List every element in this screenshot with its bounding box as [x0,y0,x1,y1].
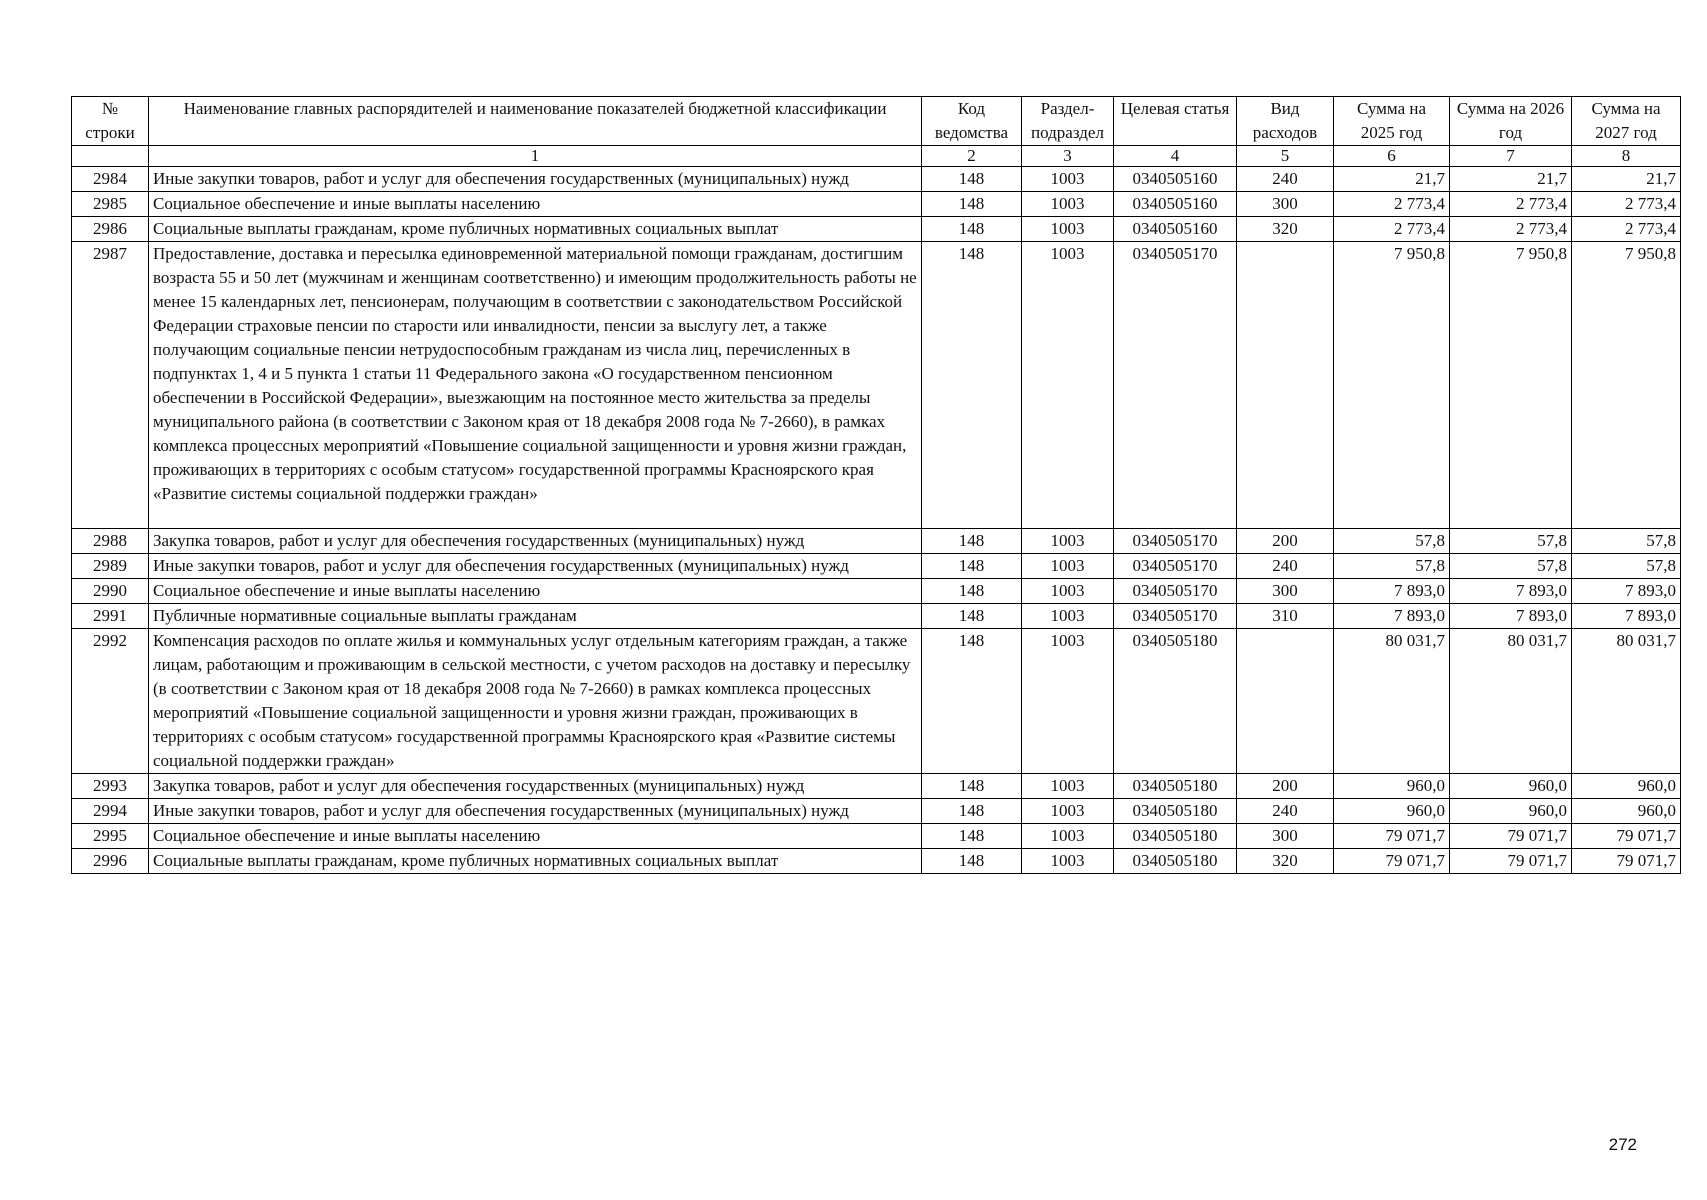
table-row [72,579,1681,604]
row-sum-2027: 960,0 [1572,774,1681,799]
row-expense-type: 320 [1237,849,1334,874]
row-department-code: 148 [922,217,1022,242]
row-sum-2025: 2 773,4 [1334,192,1450,217]
row-expense-type: 200 [1237,774,1334,799]
row-section: 1003 [1022,192,1114,217]
row-target-article: 0340505180 [1114,629,1237,774]
header-row [72,97,1681,146]
row-sum-2027: 960,0 [1572,799,1681,824]
row-expense-type: 310 [1237,604,1334,629]
row-sum-2027: 7 893,0 [1572,579,1681,604]
row-target-article: 0340505170 [1114,579,1237,604]
row-sum-2025: 79 071,7 [1334,824,1450,849]
row-target-article: 0340505180 [1114,849,1237,874]
column-index: 2 [922,146,1022,167]
row-target-article: 0340505180 [1114,774,1237,799]
row-sum-2026: 7 893,0 [1450,579,1572,604]
row-expense-type [1237,629,1334,774]
row-sum-2025: 80 031,7 [1334,629,1450,774]
row-sum-2026: 2 773,4 [1450,192,1572,217]
row-target-article: 0340505180 [1114,799,1237,824]
header-target-article: Целевая статья [1114,97,1237,146]
row-sum-2026: 57,8 [1450,529,1572,554]
row-sum-2026: 79 071,7 [1450,824,1572,849]
row-number: 2991 [72,604,149,629]
row-sum-2026: 7 950,8 [1450,242,1572,529]
table-row [72,629,1681,774]
row-sum-2025: 960,0 [1334,799,1450,824]
table-row [72,849,1681,874]
row-target-article: 0340505170 [1114,554,1237,579]
row-section: 1003 [1022,849,1114,874]
budget-table [71,96,1681,874]
row-expense-type: 300 [1237,192,1334,217]
row-section: 1003 [1022,217,1114,242]
row-department-code: 148 [922,629,1022,774]
table-row [72,604,1681,629]
header-sum-2027: Сумма на 2027 год [1572,97,1681,146]
row-sum-2027: 2 773,4 [1572,192,1681,217]
row-expense-type: 200 [1237,529,1334,554]
column-index: 7 [1450,146,1572,167]
row-section: 1003 [1022,629,1114,774]
row-name: Социальные выплаты гражданам, кроме публичных нормативных социальных выплат [149,849,922,874]
row-sum-2026: 80 031,7 [1450,629,1572,774]
row-section: 1003 [1022,824,1114,849]
row-target-article: 0340505170 [1114,604,1237,629]
row-number: 2993 [72,774,149,799]
column-index: 4 [1114,146,1237,167]
row-number: 2984 [72,167,149,192]
row-number: 2986 [72,217,149,242]
row-expense-type [1237,242,1334,529]
row-sum-2027: 2 773,4 [1572,217,1681,242]
row-sum-2026: 57,8 [1450,554,1572,579]
row-name: Социальное обеспечение и иные выплаты населению [149,192,922,217]
row-department-code: 148 [922,579,1022,604]
row-target-article: 0340505170 [1114,242,1237,529]
row-sum-2026: 7 893,0 [1450,604,1572,629]
row-section: 1003 [1022,554,1114,579]
column-index-row [72,146,1681,167]
row-sum-2026: 21,7 [1450,167,1572,192]
row-sum-2025: 7 893,0 [1334,579,1450,604]
row-sum-2027: 7 893,0 [1572,604,1681,629]
column-index: 5 [1237,146,1334,167]
table-row [72,774,1681,799]
row-name: Социальное обеспечение и иные выплаты населению [149,579,922,604]
row-number: 2988 [72,529,149,554]
row-target-article: 0340505160 [1114,192,1237,217]
row-section: 1003 [1022,799,1114,824]
row-sum-2027: 7 950,8 [1572,242,1681,529]
row-section: 1003 [1022,604,1114,629]
row-target-article: 0340505160 [1114,217,1237,242]
header-expense-type: Вид расходов [1237,97,1334,146]
table-row [72,167,1681,192]
row-department-code: 148 [922,774,1022,799]
row-sum-2027: 80 031,7 [1572,629,1681,774]
row-number: 2992 [72,629,149,774]
table-row [72,192,1681,217]
row-department-code: 148 [922,799,1022,824]
row-sum-2026: 79 071,7 [1450,849,1572,874]
row-sum-2025: 7 893,0 [1334,604,1450,629]
row-target-article: 0340505160 [1114,167,1237,192]
row-name: Закупка товаров, работ и услуг для обеспечения государственных (муниципальных) нужд [149,529,922,554]
row-expense-type: 300 [1237,824,1334,849]
row-number: 2989 [72,554,149,579]
header-sum-2026: Сумма на 2026 год [1450,97,1572,146]
row-number: 2985 [72,192,149,217]
row-department-code: 148 [922,192,1022,217]
row-sum-2027: 79 071,7 [1572,824,1681,849]
row-sum-2025: 57,8 [1334,529,1450,554]
row-section: 1003 [1022,579,1114,604]
row-sum-2025: 2 773,4 [1334,217,1450,242]
table-row [72,799,1681,824]
header-name: Наименование главных распорядителей и наименование показателей бюджетной классификации [149,97,922,146]
row-number: 2987 [72,242,149,529]
row-sum-2027: 57,8 [1572,529,1681,554]
row-section: 1003 [1022,167,1114,192]
header-sum-2025: Сумма на 2025 год [1334,97,1450,146]
table-row [72,242,1681,529]
row-name: Закупка товаров, работ и услуг для обеспечения государственных (муниципальных) нужд [149,774,922,799]
row-number: 2995 [72,824,149,849]
row-expense-type: 300 [1237,579,1334,604]
row-department-code: 148 [922,824,1022,849]
table-row [72,554,1681,579]
row-section: 1003 [1022,242,1114,529]
row-target-article: 0340505180 [1114,824,1237,849]
row-sum-2025: 7 950,8 [1334,242,1450,529]
header-department-code: Код ведомства [922,97,1022,146]
row-number: 2996 [72,849,149,874]
column-index: 8 [1572,146,1681,167]
table-row [72,529,1681,554]
row-sum-2025: 21,7 [1334,167,1450,192]
row-department-code: 148 [922,604,1022,629]
row-name: Иные закупки товаров, работ и услуг для обеспечения государственных (муниципальных) нужд [149,554,922,579]
column-index: 1 [149,146,922,167]
row-expense-type: 240 [1237,799,1334,824]
header-row-number: № строки [72,97,149,146]
row-name: Иные закупки товаров, работ и услуг для обеспечения государственных (муниципальных) нужд [149,799,922,824]
row-target-article: 0340505170 [1114,529,1237,554]
row-sum-2026: 960,0 [1450,799,1572,824]
row-name: Компенсация расходов по оплате жилья и коммунальных услуг отдельным категориям граждан, а также лицам, работающим и проживающим в сельской местности, с учетом расходов на доставку и пересылку (в соответствии с Законом края от 18 декабря 2008 года № 7-2660) в рамках комплекса процессных мероприятий «Повышение социальной защищенности и уровня жизни граждан, проживающих в территориях с особым статусом» государственной программы Красноярского края «Развитие системы социальной поддержки граждан» [149,629,922,774]
row-department-code: 148 [922,529,1022,554]
table-body [72,167,1681,874]
row-number: 2990 [72,579,149,604]
row-expense-type: 240 [1237,554,1334,579]
column-index: 6 [1334,146,1450,167]
row-sum-2026: 2 773,4 [1450,217,1572,242]
row-name: Публичные нормативные социальные выплаты гражданам [149,604,922,629]
column-index: 3 [1022,146,1114,167]
column-index [72,146,149,167]
row-department-code: 148 [922,554,1022,579]
row-sum-2025: 79 071,7 [1334,849,1450,874]
row-sum-2027: 57,8 [1572,554,1681,579]
row-department-code: 148 [922,167,1022,192]
row-sum-2027: 21,7 [1572,167,1681,192]
row-department-code: 148 [922,242,1022,529]
row-name: Иные закупки товаров, работ и услуг для обеспечения государственных (муниципальных) нужд [149,167,922,192]
table-row [72,824,1681,849]
row-name: Предоставление, доставка и пересылка единовременной материальной помощи гражданам, достигшим возраста 55 и 50 лет (мужчинам и женщинам соответственно) и имеющим продолжительность работы не менее 15 календарных лет, пенсионерам, получающим в соответствии с законодательством Российской Федерации страховые пенсии по старости или инвалидности, пенсии за выслугу лет, а также получающим социальные пенсии нетрудоспособным гражданам из числа лиц, перечисленных в подпунктах 1, 4 и 5 пункта 1 статьи 11 Федерального закона «О государственном пенсионном обеспечении в Российской Федерации», выезжающим на постоянное место жительства за пределы муниципального района (в соответствии с Законом края от 18 декабря 2008 года № 7-2660), в рамках комплекса процессных мероприятий «Повышение социальной защищенности и уровня жизни граждан, проживающих в территориях с особым статусом» государственной программы Красноярского края «Развитие системы социальной поддержки граждан» [149,242,922,529]
row-sum-2025: 960,0 [1334,774,1450,799]
row-section: 1003 [1022,774,1114,799]
row-name: Социальное обеспечение и иные выплаты населению [149,824,922,849]
row-sum-2027: 79 071,7 [1572,849,1681,874]
row-section: 1003 [1022,529,1114,554]
row-number: 2994 [72,799,149,824]
row-expense-type: 240 [1237,167,1334,192]
row-sum-2025: 57,8 [1334,554,1450,579]
row-expense-type: 320 [1237,217,1334,242]
row-name: Социальные выплаты гражданам, кроме публичных нормативных социальных выплат [149,217,922,242]
table-row [72,217,1681,242]
row-sum-2026: 960,0 [1450,774,1572,799]
header-section: Раздел-подраздел [1022,97,1114,146]
row-department-code: 148 [922,849,1022,874]
page-number: 272 [1608,1135,1637,1154]
